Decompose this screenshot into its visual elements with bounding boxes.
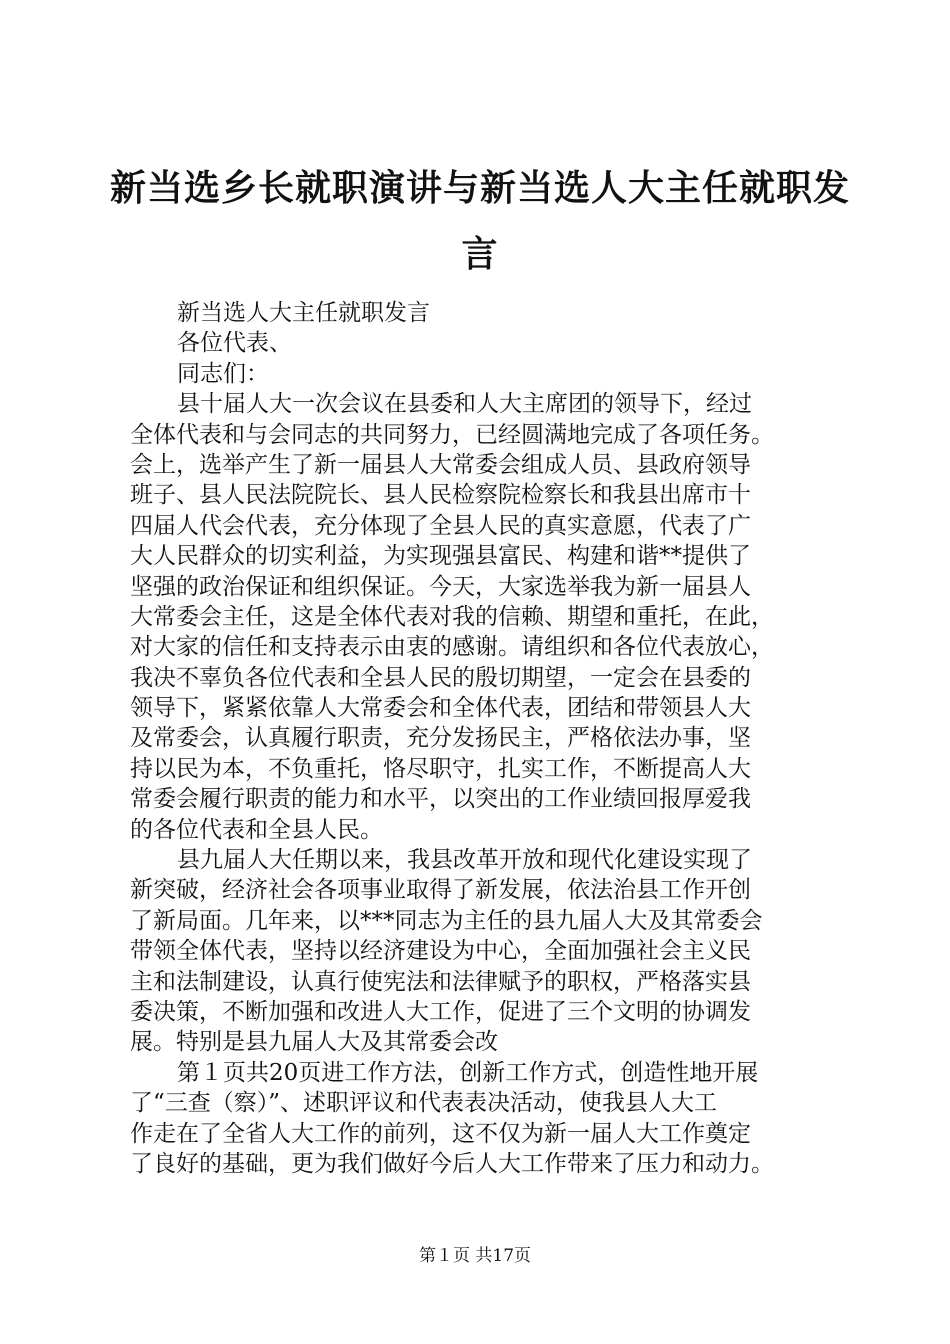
document-title	[110, 156, 850, 288]
body-line: 全体代表和与会同志的共同努力，已经圆满地完成了各项任务。	[130, 421, 774, 448]
body-line: 对大家的信任和支持表示由衷的感谢。请组织和各位代表放心，	[130, 634, 774, 661]
body-line: 同志们：	[177, 360, 269, 387]
body-line: 领导下，紧紧依靠人大常委会和全体代表，团结和带领县人大	[130, 695, 751, 722]
body-line: 新突破，经济社会各项事业取得了新发展，依法治县工作开创	[130, 877, 751, 904]
body-line: 我决不辜负各位代表和全县人民的殷切期望，一定会在县委的	[130, 664, 751, 691]
body-line: 坚强的政治保证和组织保证。今天，大家选举我为新一届县人	[130, 573, 751, 600]
body-line: 大人民群众的切实利益，为实现强县富民、构建和谐**提供了	[130, 543, 751, 570]
body-line: 了新局面。几年来，以***同志为主任的县九届人大及其常委会	[130, 907, 763, 934]
body-line: 作走在了全省人大工作的前列，这不仅为新一届人大工作奠定	[130, 1120, 751, 1147]
page-footer: 第１页 共17页	[418, 1246, 532, 1266]
body-line: 四届人代会代表，充分体现了全县人民的真实意愿，代表了广	[130, 512, 751, 539]
title-line-2: 言	[461, 234, 499, 275]
body-line: 主和法制建设，认真行使宪法和法律赋予的职权，严格落实县	[130, 968, 751, 995]
body-line: 及常委会，认真履行职责，充分发扬民主，严格依法办事，坚	[130, 725, 751, 752]
body-line: 第１页共20页进工作方法，创新工作方式，创造性地开展	[177, 1059, 759, 1086]
body-line: 带领全体代表，坚持以经济建设为中心，全面加强社会主义民	[130, 938, 751, 965]
body-line: 持以民为本，不负重托，恪尽职守，扎实工作，不断提高人大	[130, 755, 751, 782]
body-line: 各位代表、	[177, 330, 292, 357]
body-line: 大常委会主任，这是全体代表对我的信赖、期望和重托，在此，	[130, 603, 774, 630]
title-line-1: 新当选乡长就职演讲与新当选人大主任就职发	[110, 168, 851, 209]
body-line: 展。特别是县九届人大及其常委会改	[130, 1029, 498, 1056]
body-line: 会上，选举产生了新一届县人大常委会组成人员、县政府领导	[130, 451, 751, 478]
body-line: 县九届人大任期以来，我县改革开放和现代化建设实现了	[177, 847, 752, 874]
body-line: 新当选人大主任就职发言	[177, 300, 430, 326]
body-line: 班子、县人民法院院长、县人民检察院检察长和我县出席市十	[130, 482, 751, 509]
body-line: 常委会履行职责的能力和水平，以突出的工作业绩回报厚爱我	[130, 786, 751, 813]
body-line: 县十届人大一次会议在县委和人大主席团的领导下，经过	[177, 391, 752, 418]
document-body	[130, 298, 842, 1179]
body-line: 了良好的基础，更为我们做好今后人大工作带来了压力和动力。	[130, 1150, 774, 1177]
body-line: 了“三查（察）”、述职评议和代表表决活动，使我县人大工	[130, 1090, 718, 1117]
body-line: 委决策，不断加强和改进人大工作，促进了三个文明的协调发	[130, 998, 751, 1025]
body-line: 的各位代表和全县人民。	[130, 816, 383, 843]
